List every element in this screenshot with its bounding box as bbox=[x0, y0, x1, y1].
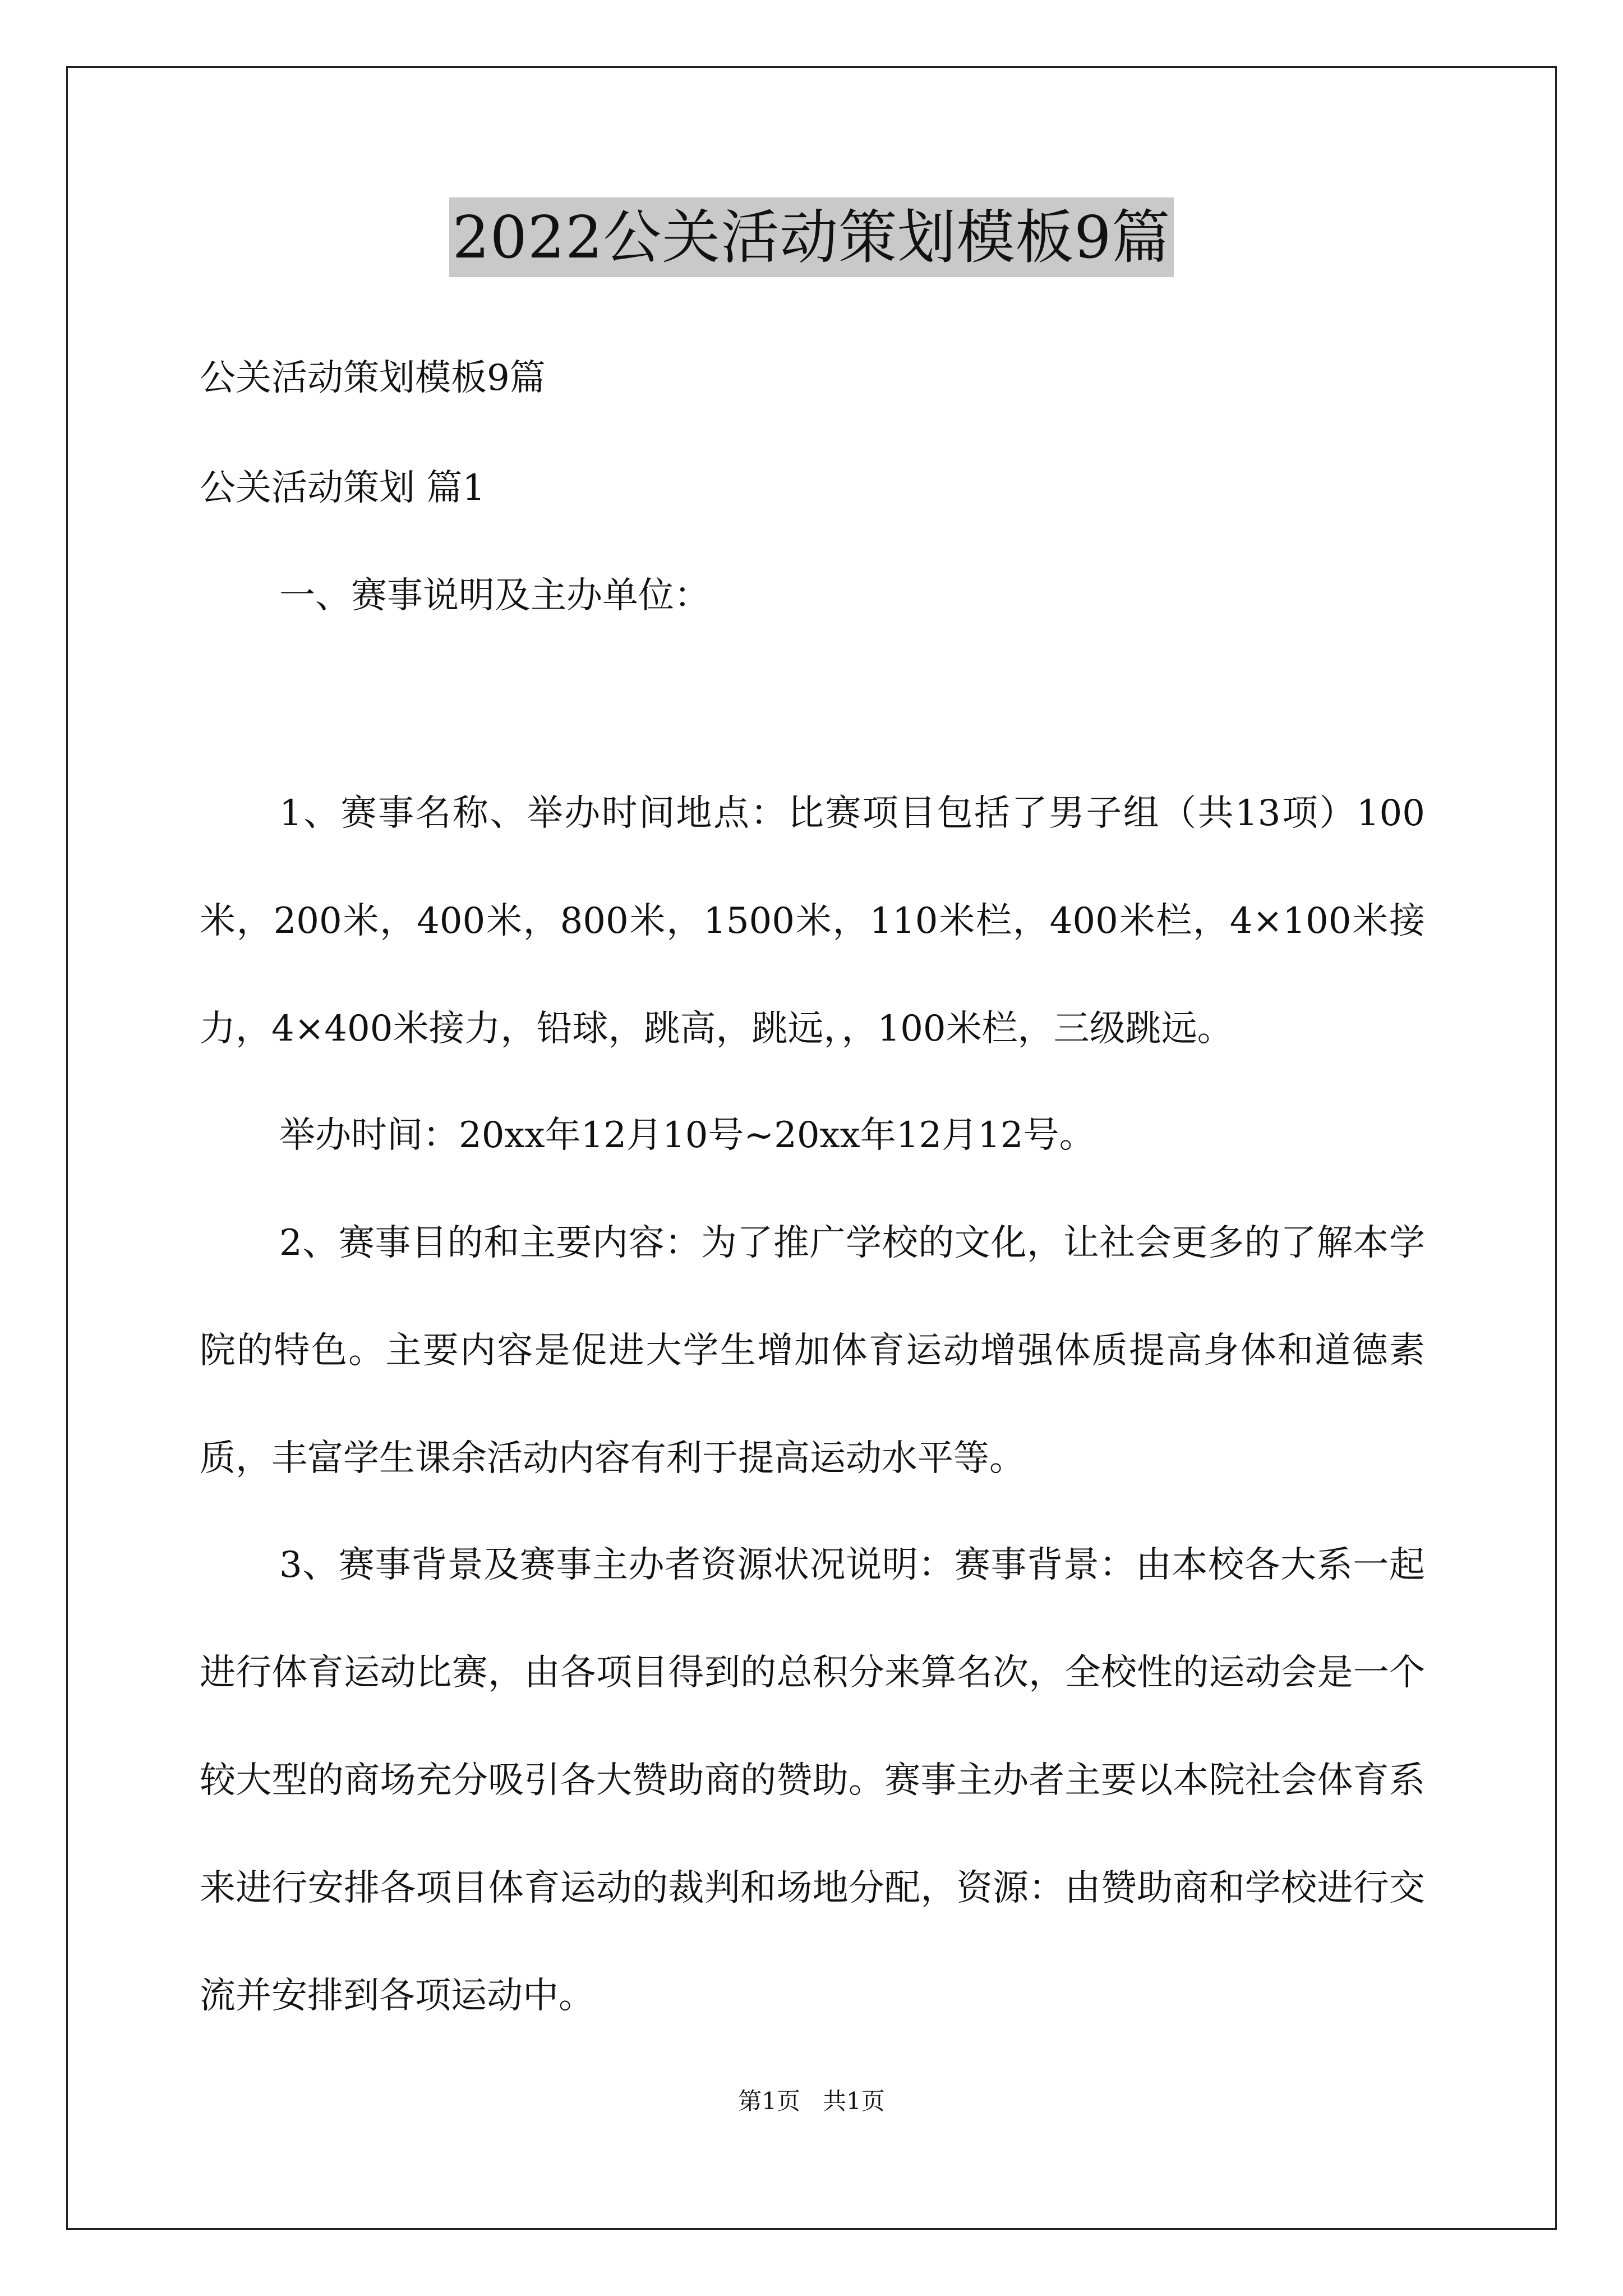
title-container bbox=[0, 197, 1623, 277]
heading-1: 一、赛事说明及主办单位： bbox=[279, 575, 710, 616]
document-title: 2022公关活动策划模板9篇 bbox=[449, 197, 1174, 277]
paragraph-2: 举办时间：20xx年12月10号~20xx年12月12号。 bbox=[279, 1115, 1095, 1156]
page-footer: 第1页 共1页 bbox=[738, 2087, 885, 2115]
section-heading: 公关活动策划 篇1 bbox=[200, 467, 486, 509]
paragraph-4: 3、赛事背景及赛事主办者资源状况说明：赛事背景：由本校各大系一起进行体育运动比赛，由各项目得到的总积分来算名次，全校性的运动会是一个较大型的商场充分吸引各大赞助商的赞助。赛事主办者主要以本院社会体育系来进行安排各项目体育运动的裁判和场地分配，资源：由赞助商和学校进行交流并安排到各项运动中。 bbox=[200, 1544, 1425, 2017]
document-subtitle: 公关活动策划模板9篇 bbox=[200, 357, 546, 399]
paragraph-1: 1、赛事名称、举办时间地点：比赛项目包括了男子组（共13项）100米，200米，400米，800米，1500米，110米栏，400米栏，4×100米接力，4×400米接力，铅球，跳高，跳远，，100米栏，三级跳远。 bbox=[200, 793, 1425, 1050]
paragraph-3: 2、赛事目的和主要内容：为了推广学校的文化，让社会更多的了解本学院的特色。主要内容是促进大学生增加体育运动增强体质提高身体和道德素质，丰富学生课余活动内容有利于提高运动水平等。 bbox=[200, 1222, 1425, 1479]
